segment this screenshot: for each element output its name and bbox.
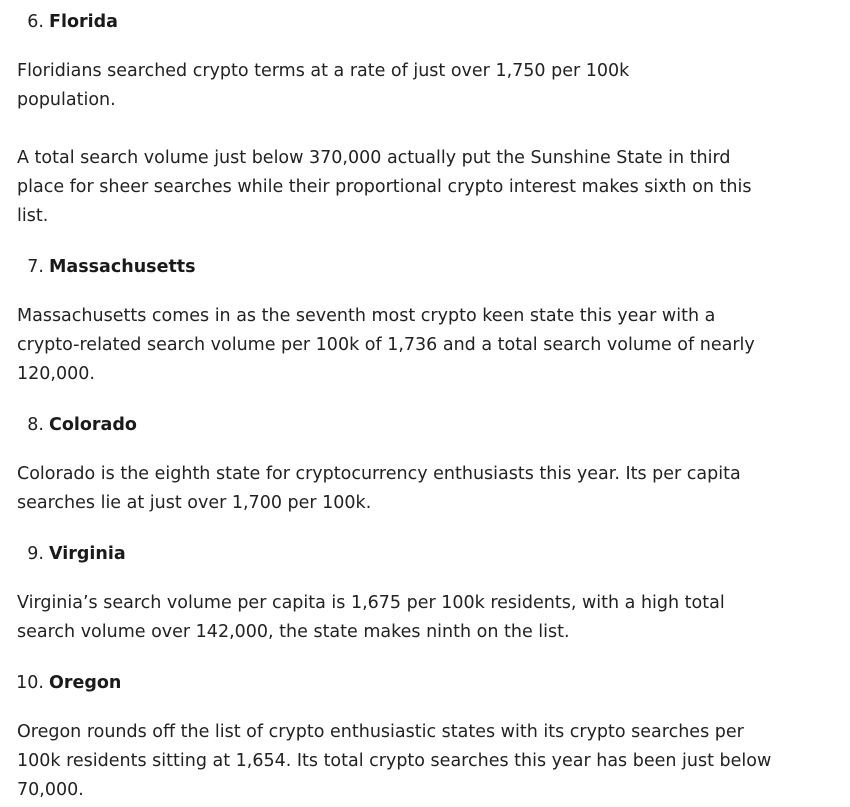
- paragraph: A total search volume just below 370,000 actually put the Sunshine State in third place for sheer searches while their proportional crypto interest makes sixth on this list.: [17, 148, 752, 226]
- paragraph: Floridians searched crypto terms at a rate of just over 1,750 per 100k population.: [17, 61, 630, 110]
- state-name: Colorado: [49, 415, 137, 435]
- list-item-florida: [17, 0, 787, 231]
- paragraph: Virginia’s search volume per capita is 1,675 per 100k residents, with a high total search volume over 142,000, the state makes ninth on the list.: [17, 593, 725, 642]
- state-heading: [17, 11, 787, 33]
- state-name: Virginia: [49, 544, 126, 564]
- paragraph: Colorado is the eighth state for cryptocurrency enthusiasts this year. Its per capita searches lie at just over 1,700 per 100k.: [17, 464, 741, 513]
- list-item-colorado: [17, 389, 787, 518]
- state-heading: [17, 256, 787, 278]
- paragraph: Massachusetts comes in as the seventh most crypto keen state this year with a crypto-related search volume per 100k of 1,736 and a total search volume of nearly 120,000.: [17, 306, 755, 384]
- list-item-virginia: [17, 518, 787, 647]
- state-name: Florida: [49, 12, 118, 32]
- list-item-oregon: [17, 647, 787, 805]
- list-number: 9.: [27, 544, 44, 564]
- state-heading: [17, 672, 787, 694]
- list-number: 10.: [16, 673, 44, 693]
- list-number: 7.: [27, 257, 44, 277]
- state-name: Oregon: [49, 673, 122, 693]
- list-number: 6.: [27, 12, 44, 32]
- list-item-massachusetts: [17, 231, 787, 389]
- state-heading: [17, 414, 787, 436]
- list-number: 8.: [27, 415, 44, 435]
- state-name: Massachusetts: [49, 257, 196, 277]
- state-heading: [17, 543, 787, 565]
- paragraph: Oregon rounds off the list of crypto enthusiastic states with its crypto searches per 100k residents sitting at 1,654. Its total crypto searches this year has been just below 70,000.: [17, 722, 772, 800]
